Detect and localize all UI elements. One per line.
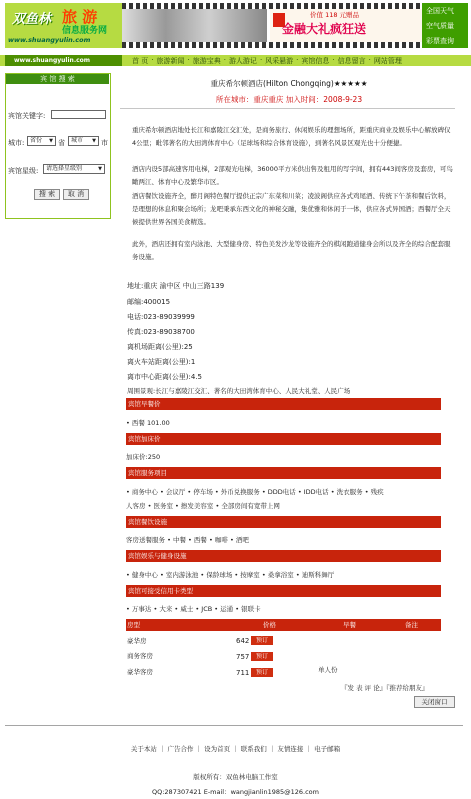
footer-divider (5, 725, 463, 726)
province-suffix: 省 (58, 139, 65, 147)
hotel-airport-distance: 离机场距离(公里):25 (127, 343, 193, 351)
col-price: 价格 (263, 621, 276, 629)
section-recreation: 宾馆娱乐与健身设施 (126, 550, 441, 562)
hotel-meta: 所在城市：重庆重庆 加入时间：2008-9-23 (215, 95, 363, 104)
banner-gift-text: 金融大礼疯狂送 (282, 22, 367, 36)
film-strip-bottom (122, 42, 422, 48)
logo-fish-text: 双鱼林 (12, 12, 52, 27)
hotel-surroundings: 周围景观:长江与嘉陵江交汇、著名的大田湾体育中心、人民大礼堂、人民广场 (127, 387, 351, 395)
city-label: 城市: (8, 139, 25, 147)
book-button[interactable]: 预订 (251, 652, 273, 661)
city-select[interactable]: 城市 ▼ (68, 136, 99, 146)
nav-travel-news[interactable]: 旅游新闻 (156, 57, 185, 65)
credit-card-list: • 万事达 • 大来 • 威士 • JCB • 运通 • 银联卡 (126, 605, 261, 613)
section-extra-bed: 宾馆加床价 (126, 433, 441, 445)
section-credit-cards: 宾馆可接受信用卡类型 (126, 585, 441, 597)
breakfast-price: • 西餐 101.00 (126, 419, 170, 427)
book-button[interactable]: 预订 (251, 636, 273, 645)
dining-list: 客房送餐服务 • 中餐 • 西餐 • 咖啡 • 酒吧 (126, 536, 249, 544)
nav-messages[interactable]: 信息留言 (337, 57, 366, 65)
footer-contact: QQ:287307421 E-mail：wangjianlin1985@126.com (152, 788, 319, 796)
hotel-postcode: 邮编:400015 (127, 298, 171, 306)
search-panel-title: 宾 馆 搜 索 (6, 74, 109, 84)
col-note: 备注 (405, 621, 418, 629)
services-line-2: 人客房 • 医务室 • 擦发美容室 • 全部房间有宽带上网 (126, 502, 280, 510)
room-name: 豪华房 (127, 637, 147, 645)
city-suffix: 市 (101, 139, 108, 147)
logo-sub-text: 信息服务网 (62, 26, 108, 36)
extra-bed-price: 加床价:250 (126, 453, 161, 461)
close-window-button[interactable]: 关闭窗口 (414, 696, 455, 708)
hotel-phone: 电话:023-89039999 (127, 313, 195, 321)
footer-copyright: 版权所有：双鱼林电脑工作室 (193, 773, 278, 781)
hotel-desc-1: 重庆希尔顿酒店地处长江和嘉陵江交汇处，是商务旅行、休闲娱乐的理想场所，距重庆商业及娱乐中心解放碑仅4公里；毗邻著名的大田湾体育中心（足球场和综合体育设施），到著名风景区观光也十分便捷。 (132, 126, 451, 147)
col-room-type: 房型 (127, 621, 140, 629)
hotel-desc-4: 此外，酒店还拥有室内泳池、大型健身房、特色美发沙龙等设施齐全的棋闲跑道健身会所以及齐全的综合配套服务设施。 (132, 240, 451, 261)
main-nav: 首 页 · 旅游新闻 · 旅游宝典 · 游人游记 · 风采悬游 · 宾馆信息 · 信息留言 · 网站管理 (132, 56, 402, 65)
star-label: 宾馆星级: (8, 167, 39, 175)
hotel-desc-2: 酒店内设5部高速客用电梯，2部观光电梯，36000平方米供出售及租用的写字间，拥有443间客房及套房，可鸟瞰两江、体育中心及繁华市区。 (132, 165, 453, 186)
search-button[interactable]: 搜 索 (34, 189, 60, 200)
room-breakfast: 单人份 (318, 666, 338, 674)
room-price: 757 (236, 653, 250, 661)
nav-home[interactable]: 首 页 (132, 57, 149, 65)
nav-scenery[interactable]: 风采悬游 (265, 57, 294, 65)
hotel-address: 地址:重庆 渝中区 中山三路139 (127, 282, 225, 290)
hotel-station-distance: 离火车站距离(公里):1 (127, 358, 196, 366)
hotel-center-distance: 离市中心距离(公里):4.5 (127, 373, 202, 381)
chevron-down-icon: ▼ (98, 166, 102, 172)
header-side-links (422, 3, 468, 48)
chevron-down-icon: ▼ (92, 138, 96, 144)
col-breakfast: 早餐 (343, 621, 356, 629)
divider (120, 108, 455, 109)
room-price: 642 (236, 637, 250, 645)
room-price: 711 (236, 669, 250, 677)
banner-price-text: 价值 118 元赠品 (310, 11, 360, 19)
footer-links[interactable]: 关于本站 ｜ 广告合作 ｜ 设为首页 ｜ 联系我们 ｜ 友情连接 ｜ 电子邮箱 (130, 745, 341, 753)
province-select[interactable]: 省份 ▼ (27, 136, 56, 146)
room-name: 商务客房 (127, 652, 153, 660)
hotel-fax: 传真:023-89038700 (127, 328, 195, 336)
book-button[interactable]: 预订 (251, 668, 273, 677)
nav-admin[interactable]: 网站管理 (373, 57, 402, 65)
link-weather[interactable]: 全国天气 (426, 7, 454, 15)
nav-travel-guide[interactable]: 旅游宝典 (192, 57, 221, 65)
room-table-header (126, 619, 441, 631)
keyword-label: 宾馆关键字: (8, 112, 46, 120)
services-line-1: • 商务中心 • 会议厅 • 停车场 • 外币兑换服务 • DDD电话 • IDD电话 • 洗衣服务 • 残疾 (126, 488, 384, 496)
banner-photo-strip (122, 9, 267, 42)
comment-links[interactable]: 『发 表 评 论』『推荐给朋友』 (341, 684, 429, 692)
hotel-title: 重庆希尔顿酒店(Hilton Chongqing)★★★★★ (210, 79, 368, 88)
logo-main-text: 旅 游 (62, 8, 98, 26)
chevron-down-icon: ▼ (49, 138, 53, 144)
room-name: 豪华客房 (127, 668, 153, 676)
section-dining: 宾馆餐饮设施 (126, 516, 441, 528)
section-services: 宾馆服务项目 (126, 467, 441, 479)
nav-hotels[interactable]: 宾馆信息 (301, 57, 330, 65)
nav-logo-text: www.shuangyulin.com (14, 57, 91, 64)
link-air-quality[interactable]: 空气质量 (426, 22, 454, 30)
link-lottery[interactable]: 彩票查询 (426, 37, 454, 45)
star-select[interactable]: 请选择星级别 ▼ (43, 164, 105, 174)
keyword-input[interactable] (51, 110, 106, 119)
logo-url-text: www.shuangyulin.com (8, 36, 91, 44)
cancel-button[interactable]: 取 消 (63, 189, 89, 200)
section-breakfast: 宾馆早餐价 (126, 398, 441, 410)
hotel-desc-3: 酒店餐饮设施齐全，醉月阁特色餐厅提供正宗广东菜和川菜；凌波阁供应各式鸡尾酒、传统下午茶和餐后饮料，是理想的休息和聚会场所；龙吧秉承东西文化的神秘交融，集优雅和休闲于一体，供应各式异国酒；西餐厅全天候提供世界各国美食精选。 (132, 192, 451, 226)
recreation-list: • 健身中心 • 室内游泳池 • 保龄球场 • 按摩室 • 桑拿浴室 • 迪斯科舞厅 (126, 571, 335, 579)
nav-travel-notes[interactable]: 游人游记 (228, 57, 257, 65)
